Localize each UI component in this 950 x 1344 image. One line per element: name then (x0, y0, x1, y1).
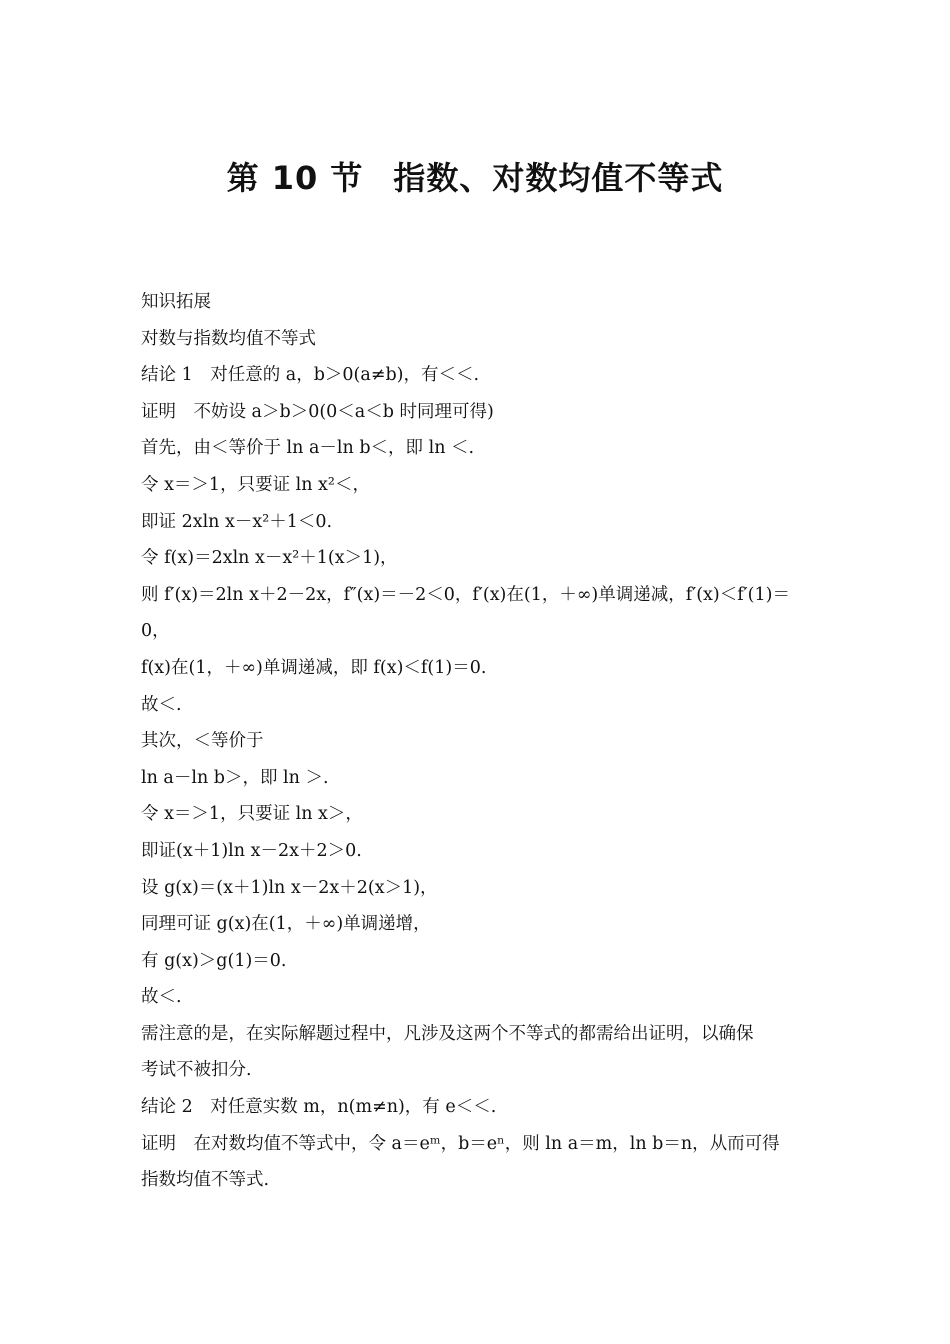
text-line: 考试不被扣分. (141, 1060, 252, 1081)
page-title (0, 152, 950, 204)
text-line: 令 x＝＞1，只要证 ln x＞， (141, 804, 363, 825)
text-line: 0， (141, 621, 170, 642)
text-line: 即证(x＋1)ln x－2x＋2＞0. (141, 840, 362, 861)
text-line: 结论 2 对任意实数 m，n(m≠n)，有 e＜＜. (141, 1097, 497, 1118)
text-line: 对数与指数均值不等式 (141, 328, 316, 349)
text-line: f(x)在(1，＋∞)单调递减，即 f(x)＜f(1)＝0. (141, 657, 487, 678)
text-line: 首先，由＜等价于 ln a－ln b＜，即 ln ＜. (141, 438, 475, 459)
text-line: 则 f′(x)＝2ln x＋2－2x，f″(x)＝－2＜0，f′(x)在(1，＋∞)单调递减，f′(x)＜f′(1)＝ (141, 584, 790, 605)
text-line: 知识拓展 (141, 292, 211, 312)
text-line: 证明 不妨设 a＞b＞0(0＜a＜b 时同理可得) (141, 401, 494, 422)
text-line: ln a－ln b＞，即 ln ＞. (141, 767, 329, 788)
text-line: 指数均值不等式. (141, 1170, 270, 1191)
text-line: 故＜. (141, 694, 182, 715)
text-line: 其次，＜等价于 (141, 731, 264, 752)
text-line: 同理可证 g(x)在(1，＋∞)单调递增， (141, 914, 431, 935)
text-line: 需注意的是，在实际解题过程中，凡涉及这两个不等式的都需给出证明，以确保 (141, 1023, 754, 1044)
text-line: 即证 2xln x－x²＋1＜0. (141, 511, 333, 532)
text-line: 证明 在对数均值不等式中，令 a＝eᵐ，b＝eⁿ，则 ln a＝m，ln b＝n，从而可得 (141, 1133, 780, 1154)
section-number: 第 10 节 (226, 159, 364, 197)
document-body (141, 284, 813, 1199)
text-line: 有 g(x)＞g(1)＝0. (141, 950, 287, 971)
text-line: 结论 1 对任意的 a，b＞0(a≠b)，有＜＜. (141, 365, 480, 386)
text-line: 设 g(x)＝(x＋1)ln x－2x＋2(x＞1)， (141, 877, 438, 898)
text-line: 令 f(x)＝2xln x－x²＋1(x＞1)， (141, 548, 398, 569)
text-line: 故＜. (141, 987, 182, 1008)
section-title: 指数、对数均值不等式 (393, 159, 724, 197)
text-line: 令 x＝＞1，只要证 ln x²＜， (141, 474, 370, 495)
